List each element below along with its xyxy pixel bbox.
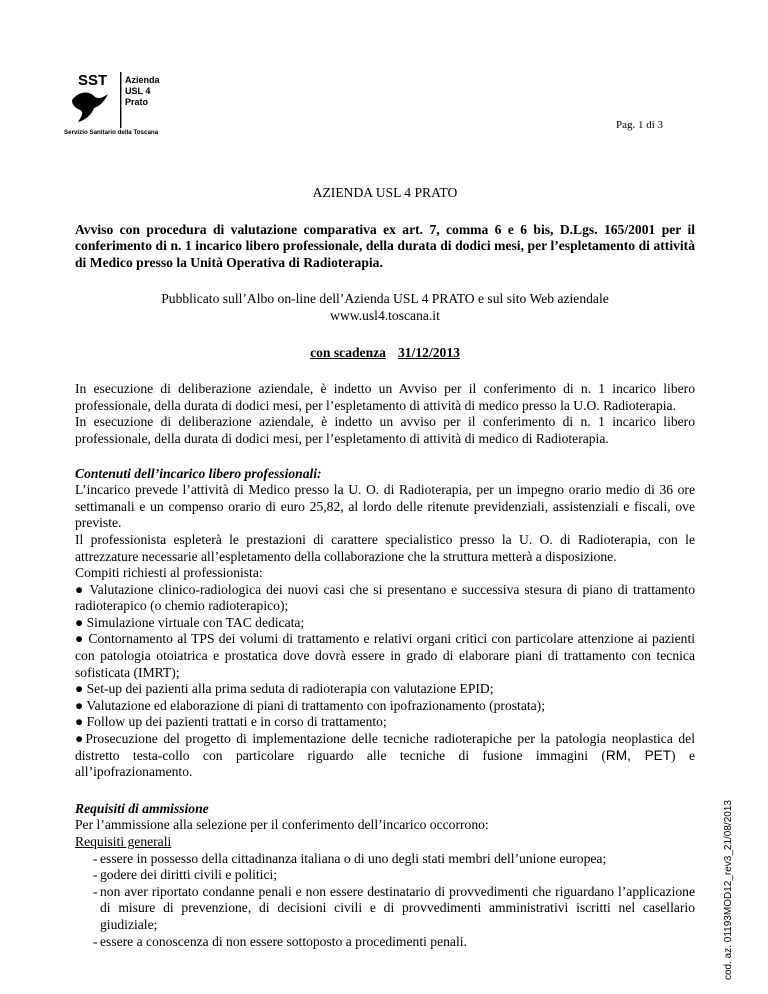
sst-azienda-usl4-prato-logo (64, 70, 184, 136)
requirement-text: non aver riportato condanne penali e non essere destinatario di provvedimenti che riguardano l’applicazione di misure di prevenzione, di decisioni civili e di provvedimenti amministrativi iscritti nel casellario giudiziale; (100, 883, 695, 932)
deadline (75, 345, 695, 362)
intro-paragraph-1: In esecuzione di deliberazione aziendale, è indetto un Avviso per il conferimento di n. 1 incarico libero professionale, della durata di dodici mesi, per l’espletamento di attività di medico presso la U.O. Radioterapia. (75, 381, 695, 413)
document-title: AZIENDA USL 4 PRATO (312, 185, 458, 200)
deadline-date: 31/12/2013 (397, 344, 460, 360)
requirement-item: - non aver riportato condanne penali e non essere destinatario di provvedimenti che riguardano l’applicazione di misure di prevenzione, di decisioni civili e di provvedimenti amministrativi iscritti nel casellario giudiziale; (93, 883, 695, 932)
notice-subject: Avviso con procedura di valutazione comparativa ex art. 7, comma 6 e 6 bis, D.Lgs. 165/2001 per il conferimento di n. 1 incarico libero professionale, della durata di dodici mesi, per l’espletamento di attività di Medico presso la Unità Operativa di Radioterapia. (75, 221, 695, 270)
intro-paragraph-2: In esecuzione di deliberazione aziendale, è indetto un avviso per il conferimento di n. 1 incarico libero professionale, della durata di dodici mesi, per l’espletamento di attività di medico di Radioterapia. (75, 414, 695, 446)
contents-paragraph-3: Compiti richiesti al professionista: (75, 565, 263, 581)
task-last-text-a: ●Prosecuzione del progetto di implementazione delle tecniche radioterapiche per la patologia neoplastica del distretto testa-collo con particolare riguardo alle tecniche di fusione immagini ( (75, 731, 695, 763)
task-last-text-c: ) e all’ipofrazionamento. (75, 747, 695, 780)
logo-line3: Prato (125, 97, 149, 107)
requirement-item: - essere a conoscenza di non essere sottoposto a procedimenti penali. (93, 933, 467, 949)
requirement-item: - godere dei diritti civili e politici; (93, 867, 278, 883)
task-item: ● Valutazione clinico-radiologica dei nuovi casi che si presentano e successiva stesura di piano di trattamento radioterapico (o chemio radioterapico); (75, 581, 695, 614)
contents-paragraph-2: Il professionista espleterà le prestazioni di carattere specialistico presso la U. O. di Radioterapia, con le attrezzature necessarie all’espletamento della collaborazione che la struttura metterà a disposizione. (75, 531, 695, 564)
task-last-text-b: RM, PET (605, 747, 672, 763)
logo-line2: USL 4 (125, 86, 151, 96)
task-item-last (75, 731, 695, 781)
logo-line1: Azienda (125, 75, 160, 85)
task-item: ● Set-up dei pazienti alla prima seduta di radioterapia con valutazione EPID; (75, 681, 494, 697)
task-item: ● Contornamento al TPS dei volumi di trattamento e relativi organi critici con particolare attenzione ai pazienti con patologia otoiatrica e prostatica dove dovrà essere in grado di elaborare piani di trattamento con tecnica sofisticata (IMRT); (75, 631, 695, 680)
document-body (75, 185, 695, 950)
requirement-item: - essere in possesso della cittadinanza italiana o di uno degli stati membri dell’unione europea; (93, 850, 607, 866)
deadline-label: con scadenza (310, 344, 386, 360)
requirements-intro: Per l’ammissione alla selezione per il conferimento dell’incarico occorrono: (75, 817, 489, 833)
page-number: Pag. 1 di 3 (616, 119, 664, 131)
logo-figure-icon (72, 93, 108, 122)
publication-line: Pubblicato sull’Albo on-line dell’Azienda USL 4 PRATO e sul sito Web aziendale (161, 291, 609, 307)
requirement-text: godere dei diritti civili e politici; (100, 867, 278, 883)
task-item: ● Simulazione virtuale con TAC dedicata; (75, 614, 305, 630)
requirement-text: essere a conoscenza di non essere sottoposto a procedimenti penali. (100, 933, 467, 949)
logo-caption: Servizio Sanitario della Toscana (64, 129, 159, 136)
website-link[interactable]: www.usl4.toscana.it (330, 307, 440, 323)
general-requirements-list (75, 851, 695, 951)
contents-paragraph-1: L’incarico prevede l’attività di Medico presso la U. O. di Radioterapia, per un impegno orario medio di 36 ore settimanali e un compenso orario di euro 25,82, al lordo delle ritenute previdenziali, assistenziali e fiscali, ove previste. (75, 482, 695, 531)
task-item: ● Follow up dei pazienti trattati e in corso di trattamento; (75, 714, 387, 730)
logo-sst-text: SST (78, 72, 108, 89)
requirement-text: essere in possesso della cittadinanza italiana o di uno degli stati membri dell’unione europea; (100, 850, 607, 866)
task-item: ● Valutazione ed elaborazione di piani di trattamento con ipofrazionamento (prostata); (75, 697, 545, 713)
general-requirements-label: Requisiti generali (75, 834, 172, 849)
requirements-section-title: Requisiti di ammissione (75, 800, 209, 816)
publication-note (75, 291, 695, 324)
contents-section-title: Contenuti dell’incarico libero professionali: (75, 465, 322, 481)
document-code: cod. az. 01193MOD12_rev3_21/08/2013 (723, 800, 734, 980)
